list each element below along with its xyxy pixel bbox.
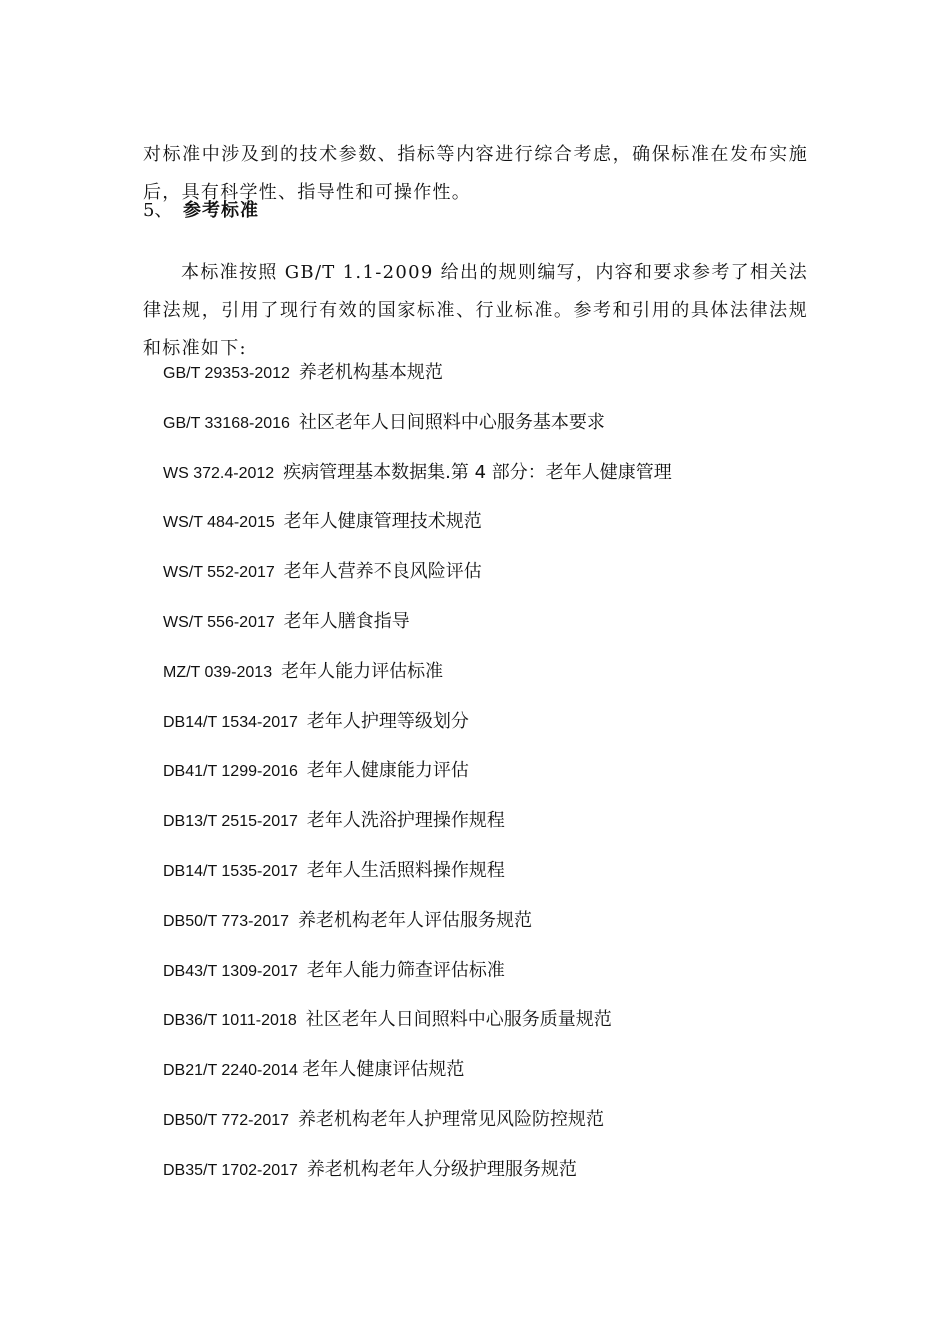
standard-item [163,900,672,950]
standard-name: 社区老年人日间照料中心服务基本要求 [298,411,605,433]
standard-code: DB35/T 1702-2017 [163,1161,298,1179]
standard-name: 老年人生活照料操作规程 [306,859,505,881]
standard-item [163,651,672,701]
standard-code: DB21/T 2240-2014 [163,1062,298,1080]
standard-name: 养老机构老年人护理常见风险防控规范 [298,1108,605,1130]
standard-item [163,950,672,1000]
standard-name: 老年人护理等级划分 [306,710,469,732]
standard-item [163,999,672,1049]
standard-code: DB13/T 2515-2017 [163,813,298,831]
standard-name: 老年人膳食指导 [283,610,410,632]
standard-item [163,850,672,900]
standard-code: DB14/T 1534-2017 [163,713,298,731]
standard-item [163,800,672,850]
standard-name: 老年人营养不良风险评估 [283,561,482,583]
standard-item [163,701,672,751]
standard-code: DB14/T 1535-2017 [163,862,298,880]
standard-code: DB50/T 773-2017 [163,912,290,930]
standard-item [163,352,672,402]
standard-code: DB36/T 1011-2018 [163,1012,297,1030]
standard-name: 老年人健康评估规范 [302,1059,465,1081]
standard-item [163,402,672,452]
standard-name: 老年人能力筛查评估标准 [306,959,505,981]
standard-name: 老年人能力评估标准 [281,660,444,682]
standard-name: 疾病管理基本数据集.第 4 部分：老年人健康管理 [283,461,672,483]
section-number: 5、 [143,200,173,221]
section-heading [143,193,259,229]
standard-item [163,1099,672,1149]
section-title: 参考标准 [183,200,259,221]
standard-code: GB/T 33168-2016 [163,414,290,432]
standard-code: WS/T 552-2017 [163,564,275,582]
standard-name: 养老机构老年人评估服务规范 [298,909,533,931]
standard-code: DB43/T 1309-2017 [163,962,298,980]
standard-code: MZ/T 039-2013 [163,663,273,681]
paragraph-references-body: 本标准按照 GB/T 1.1-2009 给出的规则编写，内容和要求参考了相关法律法规，引用了现行有效的国家标准、行业标准。参考和引用的具体法律法规和标准如下: [143,262,808,359]
standard-code: DB50/T 772-2017 [163,1111,290,1129]
standard-name: 社区老年人日间照料中心服务质量规范 [305,1009,612,1031]
standards-list [163,352,672,1199]
standard-code: WS/T 484-2015 [163,514,275,532]
standard-item [163,452,672,502]
standard-item [163,750,672,800]
standard-code: WS/T 556-2017 [163,613,275,631]
standard-name: 老年人健康管理技术规范 [283,511,482,533]
standard-name: 老年人洗浴护理操作规程 [306,810,505,832]
paragraph-intro-tail: 对标准中涉及到的技术参数、指标等内容进行综合考虑，确保标准在发布实施后，具有科学性、指导性和可操作性。 [143,144,808,203]
standard-item [163,601,672,651]
standard-item [163,501,672,551]
standard-code: DB41/T 1299-2016 [163,763,298,781]
standard-name: 养老机构基本规范 [298,362,443,383]
standard-item [163,1149,672,1199]
standard-name: 老年人健康能力评估 [306,760,469,782]
standard-item [163,1049,672,1099]
standard-code: GB/T 29353-2012 [163,365,290,382]
standard-name: 养老机构老年人分级护理服务规范 [306,1158,577,1180]
standard-item [163,551,672,601]
standard-code: WS 372.4-2012 [163,464,275,482]
